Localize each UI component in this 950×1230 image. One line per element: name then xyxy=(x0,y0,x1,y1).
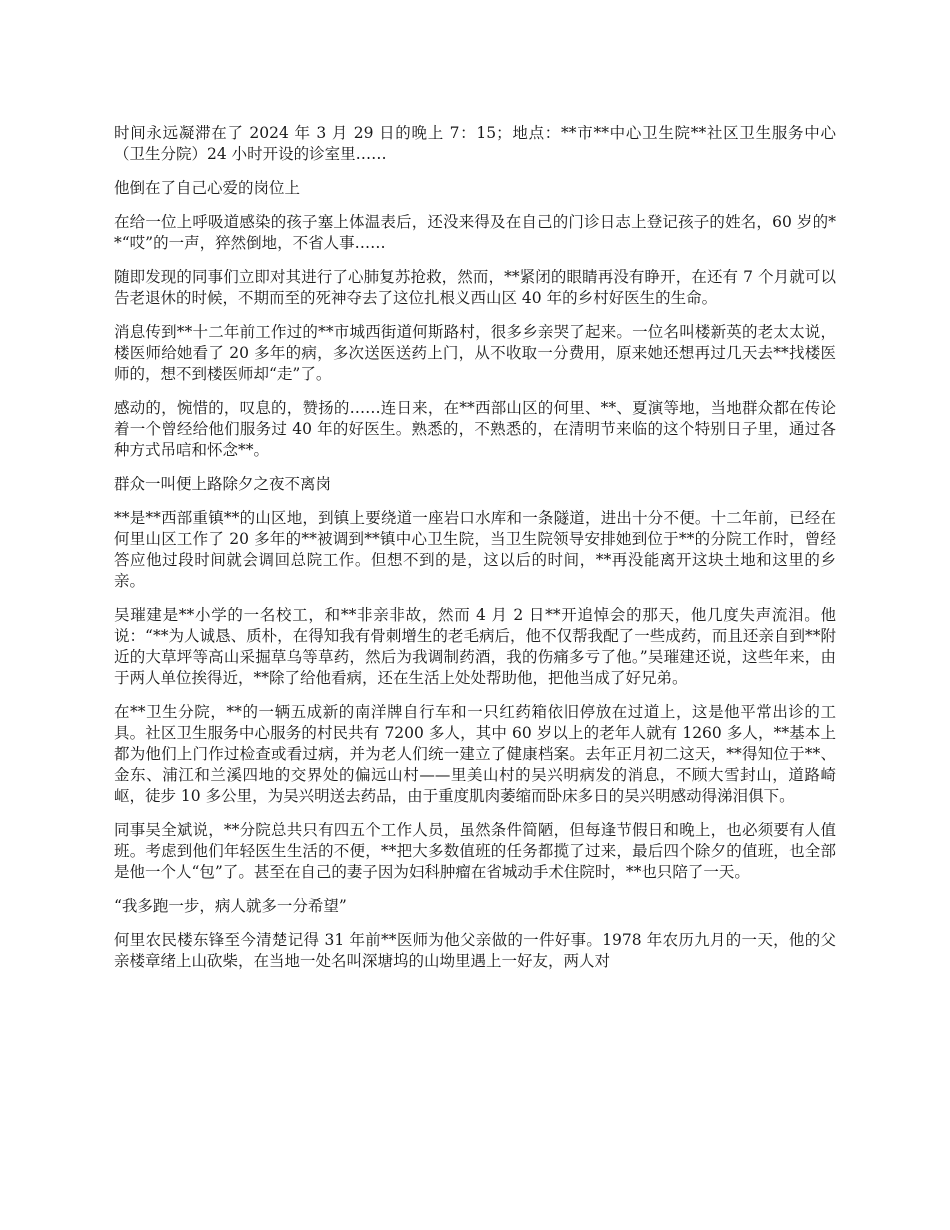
paragraph: 何里农民楼东锋至今清楚记得 31 年前**医师为他父亲做的一件好事。1978 年农历九月的一天，他的父亲楼章绪上山砍柴，在当地一处名叫深塘坞的山坳里遇上一好友，两人对 xyxy=(114,931,836,970)
paragraph: 同事吴全斌说，**分院总共只有四五个工作人员，虽然条件简陋，但每逢节假日和晚上，也必须要有人值班。考虑到他们年轻医生生活的不便，**把大多数值班的任务都揽了过来，最后四个除夕的值班，也全部是他一个人“包”了。甚至在自己的妻子因为妇科肿瘤在省城动手术住院时，**也只陪了一天。 xyxy=(114,821,836,881)
section-heading: 群众一叫便上路除夕之夜不离岗 xyxy=(114,475,332,493)
paragraph-intro: 时间永远凝滞在了 2024 年 3 月 29 日的晚上 7：15；地点：**市**中心卫生院**社区卫生服务中心（卫生分院）24 小时开设的诊室里…… xyxy=(114,124,836,163)
paragraph: 随即发现的同事们立即对其进行了心肺复苏抢救，然而，**紧闭的眼睛再没有睁开，在还有 7 个月就可以告老退休的时候，不期而至的死神夺去了这位扎根义西山区 40 年的乡村好医生的生命。 xyxy=(114,268,836,307)
paragraph: 吴璀建是**小学的一名校工，和**非亲非故，然而 4 月 2 日**开追悼会的那天，他几度失声流泪。他说：“**为人诚恳、质朴，在得知我有骨刺增生的老毛病后，他不仅帮我配了一些成药，而且还亲自到**附近的大草坪等高山采掘草乌等草药，然后为我调制药酒，我的伤痛多亏了他。”吴璀建还说，这些年来，由于两人单位挨得近，**除了给他看病，还在生活上处处帮助他，把他当成了好兄弟。 xyxy=(114,606,836,687)
paragraph: 消息传到**十二年前工作过的**市城西街道何斯路村，很多乡亲哭了起来。一位名叫楼新英的老太太说，楼医师给她看了 20 多年的病，多次送医送药上门，从不收取一分费用，原来她还想再过几天去**找楼医师的，想不到楼医师却“走”了。 xyxy=(114,323,836,383)
section-heading: 他倒在了自己心爱的岗位上 xyxy=(114,179,301,197)
paragraph: 在给一位上呼吸道感染的孩子塞上体温表后，还没来得及在自己的门诊日志上登记孩子的姓名，60 岁的**“哎”的一声，猝然倒地，不省人事…… xyxy=(114,213,836,252)
paragraph: **是**西部重镇**的山区地，到镇上要绕道一座岩口水库和一条隧道，进出十分不便。十二年前，已经在何里山区工作了 20 多年的**被调到**镇中心卫生院，当卫生院领导安排她到位于**的分院工作时，曾经答应他过段时间就会调回总院工作。但想不到的是，这以后的时间，**再没能离开这块土地和这里的乡亲。 xyxy=(114,509,836,590)
document-body xyxy=(114,123,836,985)
paragraph: 感动的，惋惜的，叹息的，赞扬的……连日来，在**西部山区的何里、**、夏演等地，当地群众都在传论着一个曾经给他们服务过 40 年的好医生。熟悉的，不熟悉的，在清明节来临的这个特别日子里，通过各种方式吊唁和怀念**。 xyxy=(114,399,836,459)
paragraph: 在**卫生分院，**的一辆五成新的南洋牌自行车和一只红药箱依旧停放在过道上，这是他平常出诊的工具。社区卫生服务中心服务的村民共有 7200 多人，其中 60 岁以上的老年人就有 1260 多人，**基本上都为他们上门作过检查或看过病，并为老人们统一建立了健康档案。去年正月初二这天，**得知位于**、金东、浦江和兰溪四地的交界处的偏远山村——里美山村的吴兴明病发的消息，不顾大雪封山，道路崎岖，徒步 10 多公里，为吴兴明送去药品，由于重度肌肉萎缩而卧床多日的吴兴明感动得涕泪俱下。 xyxy=(114,703,836,805)
section-heading: “我多跑一步，病人就多一分希望” xyxy=(114,897,347,915)
